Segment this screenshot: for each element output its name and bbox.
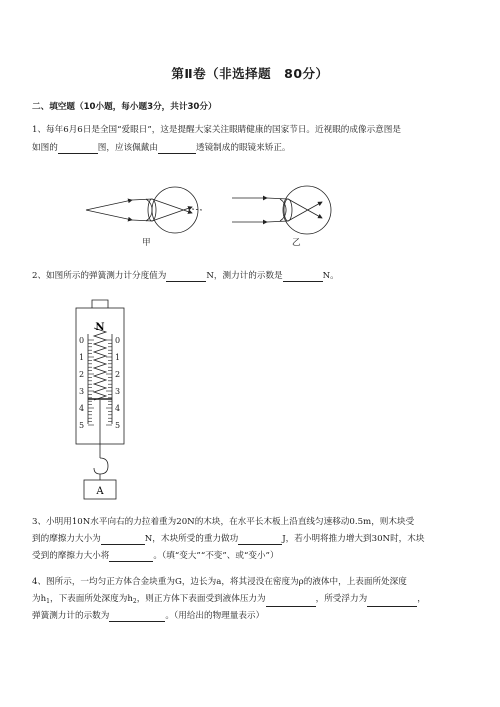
q3-line2	[32, 534, 424, 545]
scale-number: 5	[79, 421, 85, 430]
q1-line1: 1、每年6月6日是全国“爱眼日”，这是提醒大家关注眼睛健康的国家节日。近视眼的成像示意图是	[32, 125, 401, 135]
q2-text-b: N，测力计的示数是	[206, 271, 283, 281]
q4-blank-force[interactable]	[266, 597, 316, 607]
q2-blank-division[interactable]	[166, 272, 206, 282]
q3-text-d: 受到的摩擦力大小将	[32, 551, 110, 561]
q2-text-a: 2、如图所示的弹簧测力计分度值为	[32, 271, 167, 281]
scale-number: 4	[115, 404, 121, 413]
q3-text-e: 。（填“变大”“不变”、或“变小”）	[153, 551, 279, 561]
scale-unit-label: N	[95, 322, 105, 333]
q1-blank-figure[interactable]	[58, 144, 98, 154]
eye-diagram-right	[232, 186, 331, 234]
block-label: A	[96, 486, 104, 497]
scale-number: 1	[115, 353, 121, 362]
section-header: 二、填空题（10小题，每小题3分，共计30分）	[32, 102, 217, 112]
q1-text-b: 图，应该佩戴由	[97, 143, 158, 153]
scale-number: 3	[79, 387, 85, 396]
q1-line2	[32, 143, 291, 154]
q4-text-e: ，所受浮力为	[315, 594, 368, 604]
q4-sub1: 1	[46, 598, 50, 605]
eye-diagrams	[82, 178, 362, 253]
spring-scale-diagram	[70, 298, 130, 500]
label-yi: 乙	[292, 238, 301, 248]
q3-line3	[32, 551, 279, 562]
q4-sub2: 2	[132, 598, 137, 605]
scale-number: 2	[115, 370, 121, 379]
q3-line1: 3、小明用10N水平向右的力拉着重为20N的木块，在水平长木板上沿直线匀速移动0.5m，则木块受	[32, 517, 415, 527]
q4-blank-reading[interactable]	[109, 612, 165, 622]
q2-line	[32, 271, 339, 282]
q4-text-h: 。（用给出的物理量表示）	[165, 611, 265, 621]
q4-text-f: ，	[417, 594, 426, 604]
eye-diagram-left	[86, 187, 202, 233]
q1-blank-lens[interactable]	[158, 144, 196, 154]
scale-number: 1	[79, 353, 85, 362]
scale-number: 2	[79, 370, 85, 379]
label-jia: 甲	[142, 238, 151, 248]
q3-blank-change[interactable]	[109, 552, 153, 562]
scale-number: 0	[115, 336, 121, 345]
q1-text-a: 如图的	[32, 143, 58, 153]
q4-line2	[32, 611, 264, 622]
q3-text-b: N，木块所受的重力做功	[144, 534, 239, 544]
q2-blank-reading[interactable]	[283, 272, 323, 282]
q4-text-c: ，下表面所处深度为h	[49, 594, 133, 604]
q3-blank-friction[interactable]	[101, 535, 145, 545]
q3-text-a: 到的摩擦力大小为	[32, 534, 101, 544]
scale-number: 0	[79, 336, 85, 345]
q4-text-g: 弹簧测力计的示数为	[32, 611, 110, 621]
page-title: 第Ⅱ卷（非选择题 80分）	[171, 66, 329, 81]
q4-blank-buoyancy[interactable]	[367, 597, 417, 607]
q3-text-c: J，若小明将推力增大到30N时，木块	[282, 534, 425, 544]
q4-line1	[32, 594, 426, 607]
scale-number: 5	[115, 421, 121, 430]
q4-text-b: 为h	[32, 594, 47, 604]
scale-number: 4	[79, 404, 85, 413]
q1-text-c: 透镜制成的眼镜来矫正。	[195, 143, 291, 153]
q2-text-c: N。	[322, 271, 339, 281]
q3-blank-work[interactable]	[238, 535, 282, 545]
q4-text-d: ，则正方体下表面受到液体压力为	[136, 594, 266, 604]
q4-line0: 4、图所示，一均匀正方体合金块重为G，边长为a，将其浸没在密度为ρ的液体中，上表面所处深度	[32, 577, 407, 587]
scale-number: 3	[115, 387, 121, 396]
